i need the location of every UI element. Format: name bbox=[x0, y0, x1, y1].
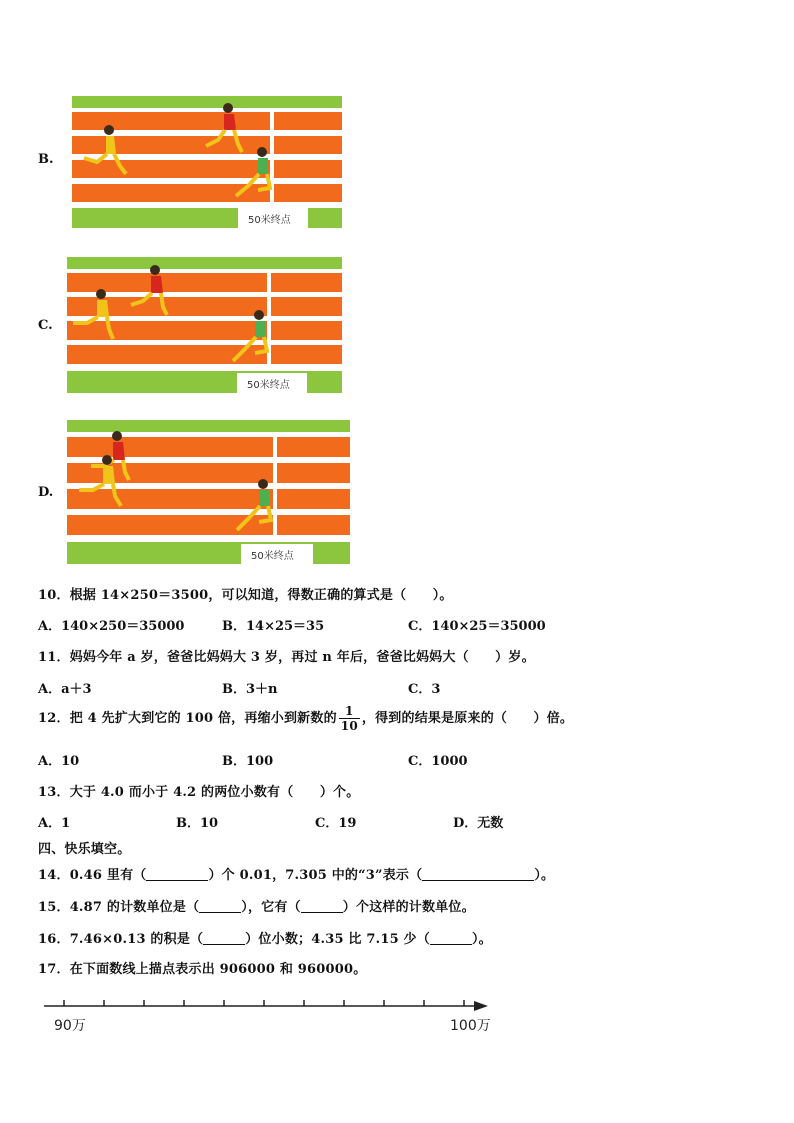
answer-blank[interactable] bbox=[203, 932, 245, 945]
option-b-label: B. bbox=[38, 152, 54, 167]
question-16-part-c: ）。 bbox=[471, 932, 492, 947]
question-14-part-b: ）个 0.01，7.305 中的“3”表示（ bbox=[208, 868, 423, 883]
question-15-part-b: ），它有（ bbox=[241, 900, 301, 915]
fraction-denominator: 10 bbox=[340, 719, 358, 733]
question-10-stem: 10．根据 14×250＝3500，可以知道，得数正确的算式是（ ）。 bbox=[38, 588, 453, 603]
track-figure-b bbox=[72, 96, 342, 230]
track-figure-c bbox=[67, 257, 342, 395]
question-13-stem: 13．大于 4.0 而小于 4.2 的两位小数有（ ）个。 bbox=[38, 785, 360, 800]
finish-label-d: 50米终点 bbox=[251, 551, 294, 562]
choice-10-c: C．140×25＝35000 bbox=[408, 619, 546, 634]
choice-13-a: A．1 bbox=[38, 816, 71, 831]
choice-12-a: A．10 bbox=[38, 754, 80, 769]
option-c-label: C. bbox=[38, 318, 53, 333]
question-11-stem: 11．妈妈今年 a 岁，爸爸比妈妈大 3 岁，再过 n 年后，爸爸比妈妈大（ ）岁。 bbox=[38, 650, 535, 665]
question-14-part-c: ）。 bbox=[534, 868, 555, 883]
answer-blank[interactable] bbox=[301, 900, 343, 913]
arrow-right-icon bbox=[474, 1001, 488, 1011]
choice-13-d: D．无数 bbox=[453, 816, 504, 831]
finish-label-c: 50米终点 bbox=[247, 380, 290, 391]
question-14-part-a: 14．0.46 里有（ bbox=[38, 868, 147, 883]
choice-12-b: B．100 bbox=[222, 754, 274, 769]
track-figure-d bbox=[67, 420, 350, 566]
choice-13-c: C．19 bbox=[315, 816, 357, 831]
answer-blank[interactable] bbox=[430, 932, 472, 945]
question-12-stem bbox=[38, 704, 573, 733]
choice-10-b: B．14×25＝35 bbox=[222, 619, 325, 634]
question-15 bbox=[38, 896, 475, 915]
choice-11-a: A．a＋3 bbox=[38, 682, 92, 697]
number-line-ticks bbox=[64, 1000, 464, 1006]
question-16-part-b: ）位小数；4.35 比 7.15 少（ bbox=[245, 932, 430, 947]
choice-13-b: B．10 bbox=[176, 816, 219, 831]
fraction-one-tenth bbox=[339, 704, 360, 733]
fraction-numerator: 1 bbox=[339, 704, 360, 719]
answer-blank[interactable] bbox=[422, 868, 534, 881]
choice-11-c: C．3 bbox=[408, 682, 441, 697]
question-15-part-c: ）个这样的计数单位。 bbox=[342, 900, 475, 915]
question-12-stem-after: ，得到的结果是原来的（ ）倍。 bbox=[361, 711, 574, 726]
answer-blank[interactable] bbox=[199, 900, 241, 913]
section-title: 四、快乐填空。 bbox=[38, 842, 131, 857]
finish-label-b: 50米终点 bbox=[248, 215, 291, 226]
choice-12-c: C．1000 bbox=[408, 754, 468, 769]
option-d-label: D. bbox=[38, 485, 54, 500]
question-17-stem: 17．在下面数线上描点表示出 906000 和 960000。 bbox=[38, 962, 367, 977]
choice-11-b: B．3＋n bbox=[222, 682, 278, 697]
number-line[interactable] bbox=[40, 990, 500, 1036]
question-15-part-a: 15．4.87 的计数单位是（ bbox=[38, 900, 200, 915]
number-line-end-label: 100万 bbox=[450, 1018, 491, 1034]
question-16-part-a: 16．7.46×0.13 的积是（ bbox=[38, 932, 204, 947]
choice-10-a: A．140×250＝35000 bbox=[38, 619, 185, 634]
question-16 bbox=[38, 928, 492, 947]
number-line-start-label: 90万 bbox=[54, 1018, 86, 1034]
answer-blank[interactable] bbox=[146, 868, 208, 881]
question-14 bbox=[38, 864, 554, 883]
question-12-stem-before: 12．把 4 先扩大到它的 100 倍，再缩小到新数的 bbox=[38, 711, 337, 726]
